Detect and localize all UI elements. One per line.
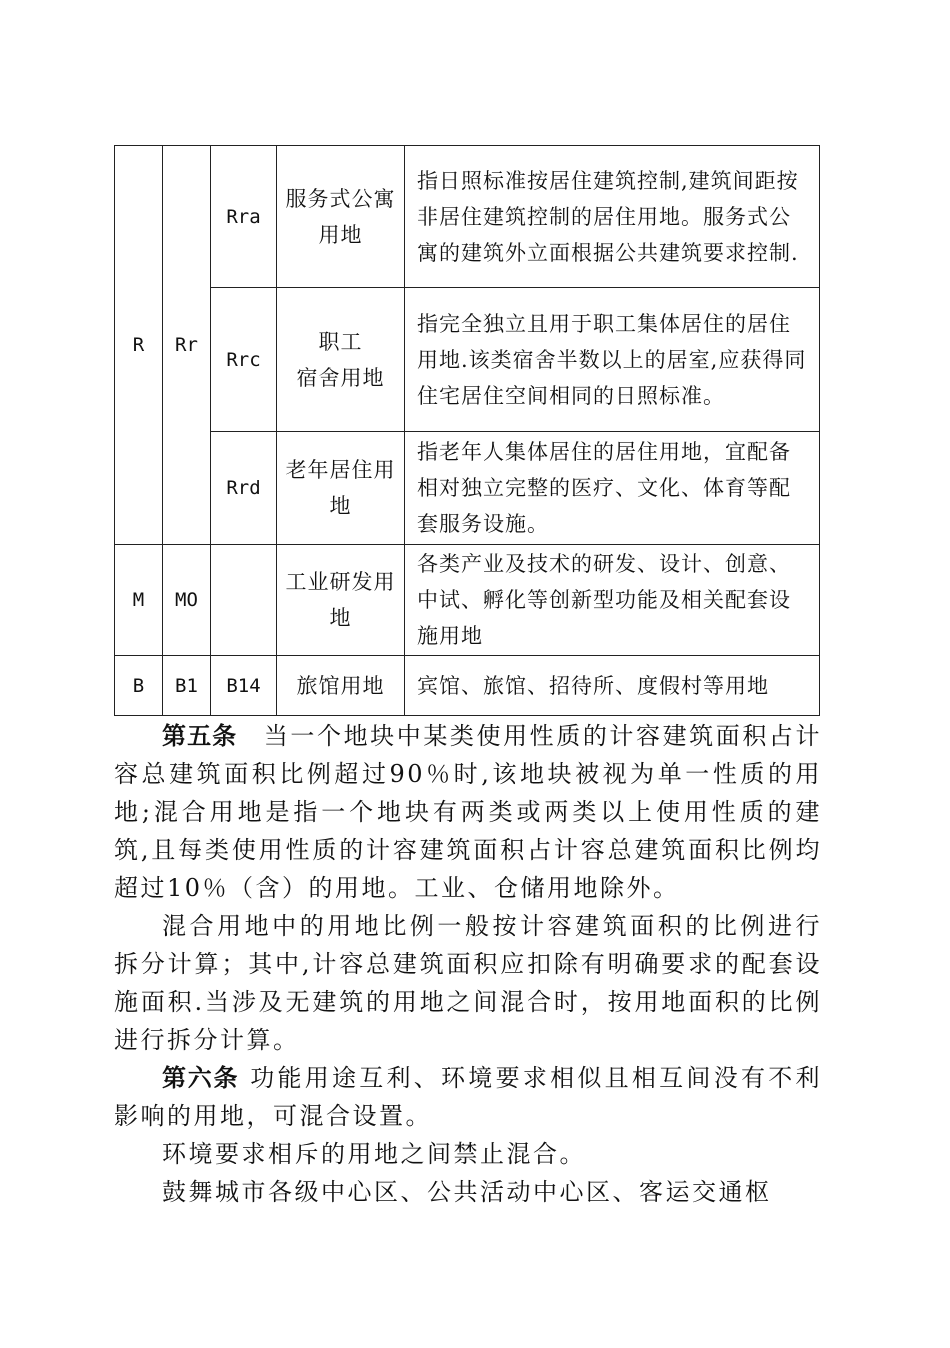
major-class-cell: B xyxy=(115,656,163,716)
article-text: 鼓舞城市各级中心区、公共活动中心区、客运交通枢 xyxy=(162,1178,772,1206)
article-text: 当一个地块中某类使用性质的计容建筑面积占计容总建筑面积比例超过90％时,该地块被视为单一性质的用地;混合用地是指一个地块有两类或两类以上使用性质的建筑,且每类使用性质的计容建筑面积占计容总建筑面积比例均超过10％（含）的用地。工业、仓储用地除外。 xyxy=(114,722,822,902)
table-row xyxy=(115,288,820,432)
table-row xyxy=(115,432,820,545)
article-text: 混合用地中的用地比例一般按计容建筑面积的比例进行拆分计算；其中,计容总建筑面积应扣除有明确要求的配套设施面积.当涉及无建筑的用地之间混合时，按用地面积的比例进行拆分计算。 xyxy=(114,912,822,1054)
land-use-name-cell: 旅馆用地 xyxy=(277,656,405,716)
land-use-description-cell: 指日照标准按居住建筑控制,建筑间距按非居住建筑控制的居住用地。服务式公寓的建筑外立面根据公共建筑要求控制. xyxy=(405,146,820,288)
land-use-name-line: 职工 xyxy=(318,329,363,354)
subclass-code-cell: Rrd xyxy=(211,432,277,545)
article-paragraph xyxy=(114,1135,822,1173)
land-use-name-line: 宿舍用地 xyxy=(296,365,385,390)
table-row xyxy=(115,656,820,716)
land-use-description-cell: 宾馆、旅馆、招待所、度假村等用地 xyxy=(405,656,820,716)
regulation-body-text xyxy=(114,717,822,1211)
mid-class-cell: Rr xyxy=(163,146,211,545)
land-use-description-cell: 指老年人集体居住的居住用地，宜配备相对独立完整的医疗、文化、体育等配套服务设施。 xyxy=(405,432,820,545)
subclass-code-cell: Rrc xyxy=(211,288,277,432)
major-class-cell: M xyxy=(115,545,163,656)
article-paragraph xyxy=(114,1173,822,1211)
table-row xyxy=(115,146,820,288)
article-text: 环境要求相斥的用地之间禁止混合。 xyxy=(162,1140,586,1168)
land-use-name-cell: 服务式公寓用地 xyxy=(277,146,405,288)
land-use-table xyxy=(114,145,820,716)
subclass-code-cell xyxy=(211,545,277,656)
land-use-description-cell: 各类产业及技术的研发、设计、创意、中试、孵化等创新型功能及相关配套设施用地 xyxy=(405,545,820,656)
article-number: 第五条 xyxy=(162,722,238,750)
subclass-code-cell: Rra xyxy=(211,146,277,288)
article-paragraph xyxy=(114,1059,822,1135)
article-paragraph xyxy=(114,717,822,907)
subclass-code-cell: B14 xyxy=(211,656,277,716)
article-number: 第六条 xyxy=(162,1064,240,1092)
table-row xyxy=(115,545,820,656)
article-text: 功能用途互利、环境要求相似且相互间没有不利影响的用地，可混合设置。 xyxy=(114,1064,822,1130)
land-use-name-cell xyxy=(277,288,405,432)
major-class-cell: R xyxy=(115,146,163,545)
mid-class-cell: B1 xyxy=(163,656,211,716)
land-use-name-cell: 老年居住用地 xyxy=(277,432,405,545)
land-use-description-cell: 指完全独立且用于职工集体居住的居住用地.该类宿舍半数以上的居室,应获得同住宅居住空间相同的日照标准。 xyxy=(405,288,820,432)
mid-class-cell: MO xyxy=(163,545,211,656)
land-use-name-cell: 工业研发用地 xyxy=(277,545,405,656)
article-paragraph xyxy=(114,907,822,1059)
